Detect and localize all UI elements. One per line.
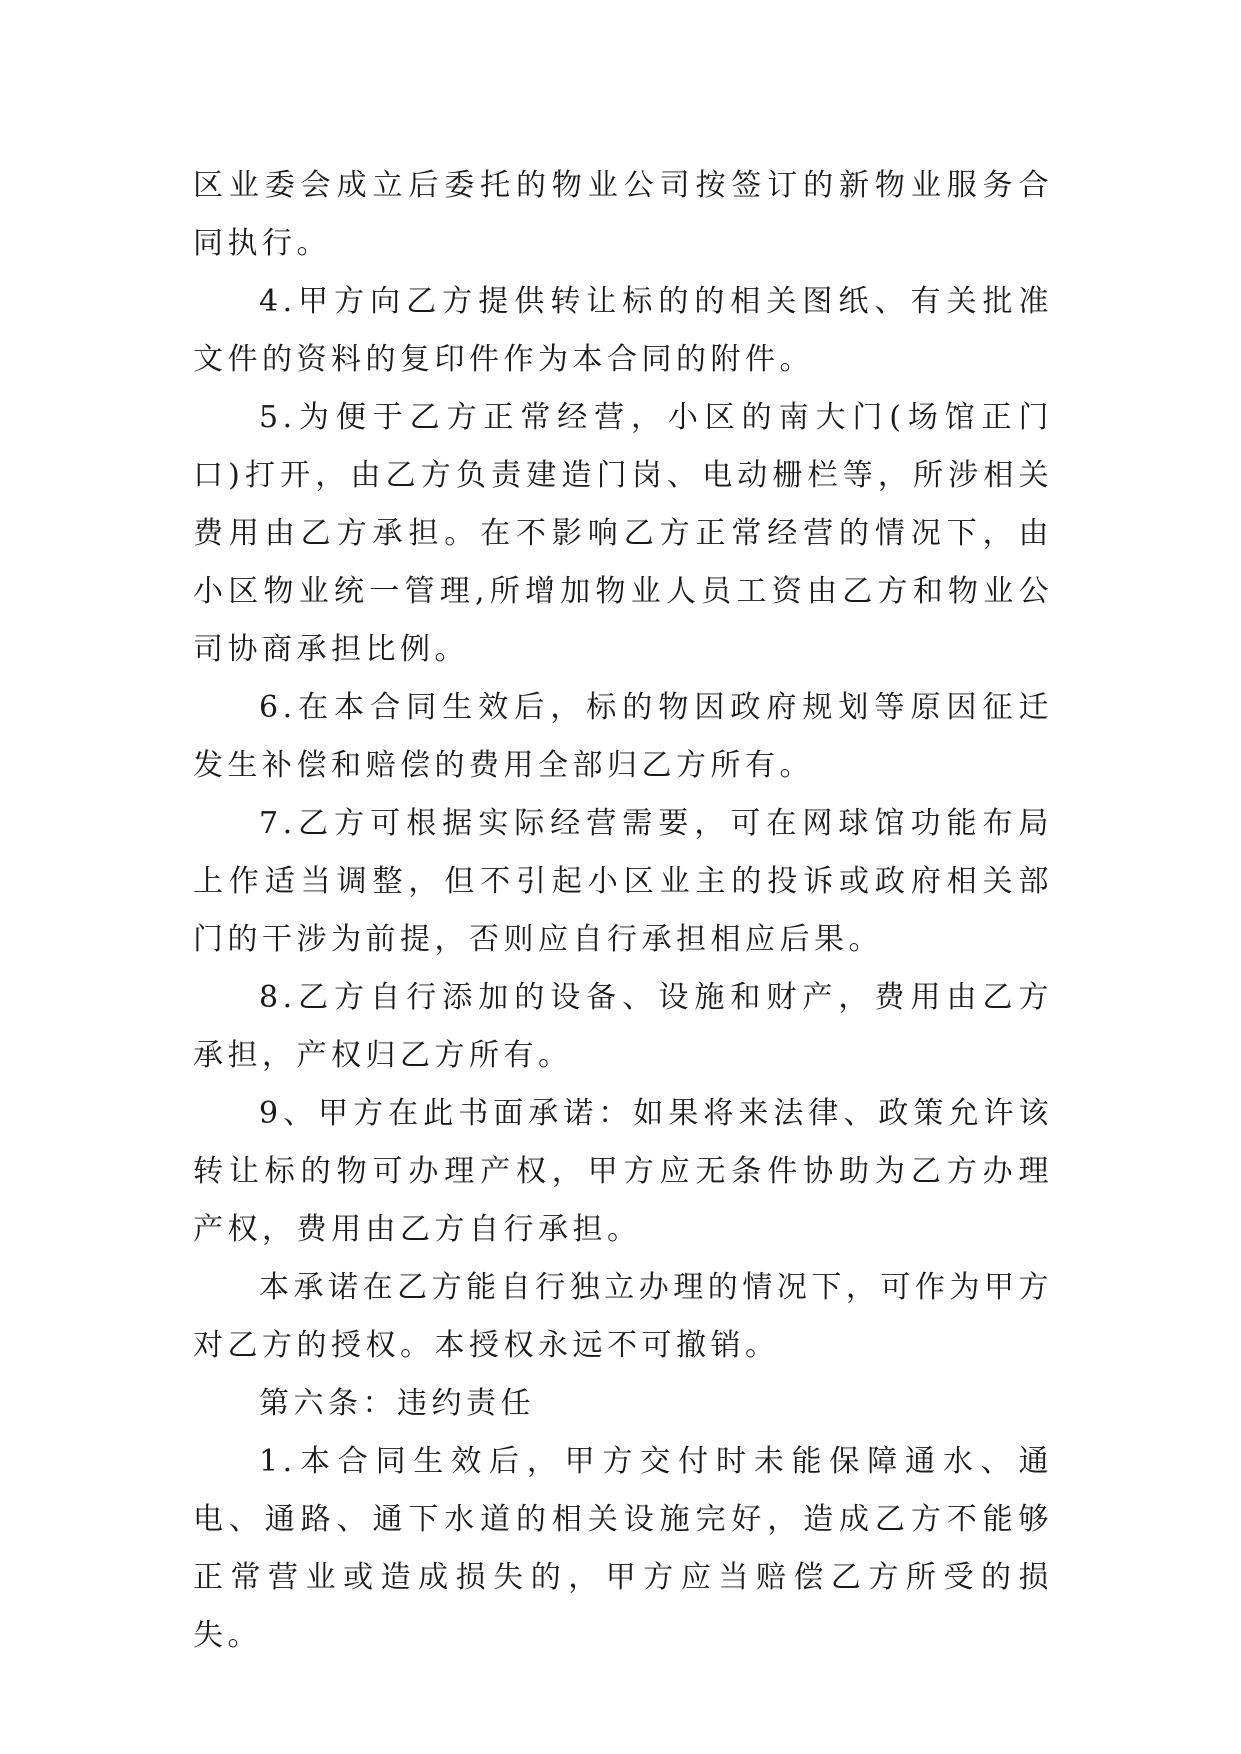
paragraph-clause-6: 6.在本合同生效后，标的物因政府规划等原因征迁发生补偿和赔偿的费用全部归乙方所有。 <box>193 690 1053 783</box>
paragraph-clause-5: 5.为便于乙方正常经营，小区的南大门(场馆正门口)打开，由乙方负责建造门岗、电动栅栏等，所涉相关费用由乙方承担。在不影响乙方正常经营的情况下，由小区物业统一管理,所增加物业人员工资由乙方和物业公司协商承担比例。 <box>193 400 1053 667</box>
article-heading-6: 第六条：违约责任 <box>259 1386 535 1421</box>
paragraph-clause-8: 8.乙方自行添加的设备、设施和财产，费用由乙方承担，产权归乙方所有。 <box>193 980 1053 1073</box>
paragraph-clause-4: 4.甲方向乙方提供转让标的的相关图纸、有关批准文件的资料的复印件作为本合同的附件。 <box>193 284 1053 377</box>
paragraph-continuation: 区业委会成立后委托的物业公司按签订的新物业服务合同执行。 <box>193 168 1053 261</box>
paragraph-clause-9: 9、甲方在此书面承诺：如果将来法律、政策允许该转让标的物可办理产权，甲方应无条件协助为乙方办理产权，费用由乙方自行承担。 <box>193 1096 1053 1247</box>
paragraph-authorization: 本承诺在乙方能自行独立办理的情况下，可作为甲方对乙方的授权。本授权永远不可撤销。 <box>193 1270 1053 1363</box>
document-body <box>193 157 1053 1665</box>
paragraph-clause-7: 7.乙方可根据实际经营需要，可在网球馆功能布局上作适当调整，但不引起小区业主的投诉或政府相关部门的干涉为前提，否则应自行承担相应后果。 <box>193 806 1053 957</box>
paragraph-liability-1: 1.本合同生效后，甲方交付时未能保障通水、通电、通路、通下水道的相关设施完好，造成乙方不能够正常营业或造成损失的，甲方应当赔偿乙方所受的损失。 <box>193 1444 1053 1653</box>
